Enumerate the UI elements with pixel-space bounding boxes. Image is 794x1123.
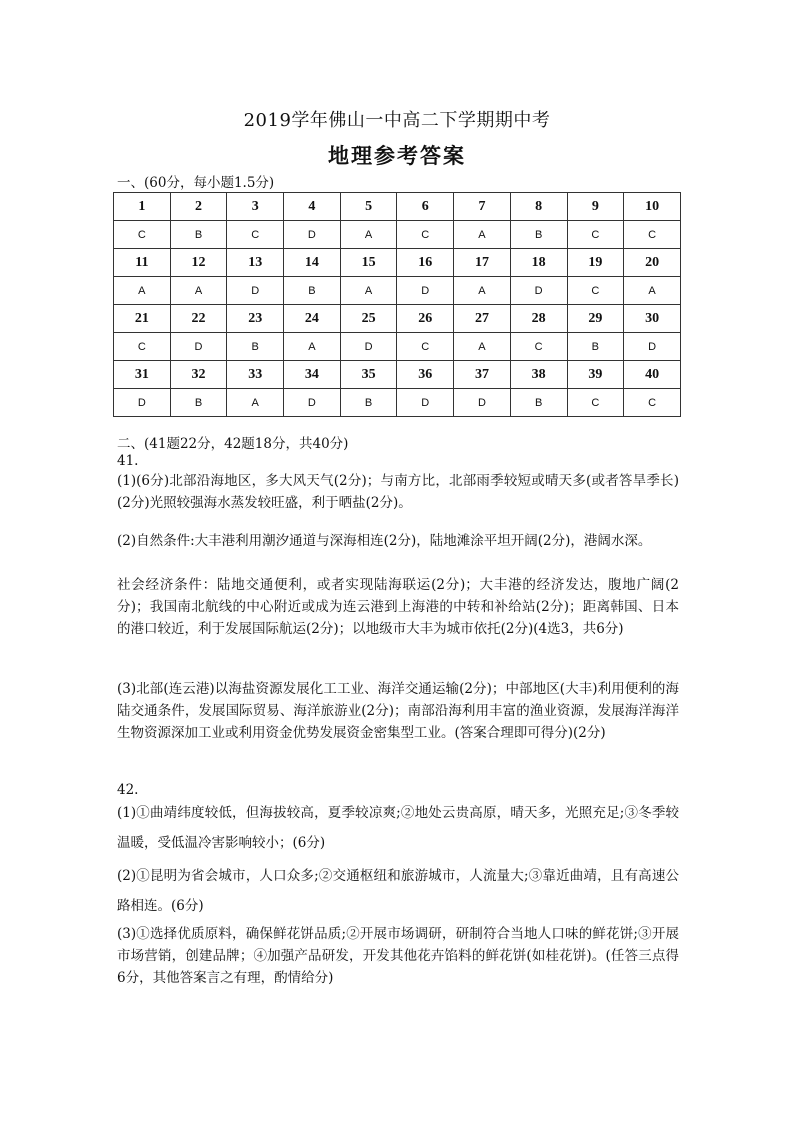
- answer-row: [114, 221, 681, 249]
- question-number-cell: 5: [340, 193, 397, 221]
- question-41-part-1: (1)(6分)北部沿海地区，多大风天气(2分)；与南方比，北部雨季较短或晴天多(或者答旱季长)(2分)光照较强海水蒸发较旺盛，利于晒盐(2分)。: [117, 473, 679, 511]
- answer-cell: B: [510, 221, 567, 249]
- question-number-cell: 25: [340, 305, 397, 333]
- question-number-cell: 32: [170, 361, 227, 389]
- section-1-heading: 一、(60分，每小题1.5分): [117, 175, 275, 191]
- question-number-cell: 38: [510, 361, 567, 389]
- question-number-cell: 18: [510, 249, 567, 277]
- answer-cell: C: [567, 277, 624, 305]
- answer-cell: D: [284, 389, 341, 417]
- question-41-part-2-social: 社会经济条件：陆地交通便利，或者实现陆海联运(2分)；大丰港的经济发达，腹地广阔(2分)；我国南北航线的中心附近或成为连云港到上海港的中转和补给站(2分)；距离韩国、日本的港口较近，利于发展国际航运(2分)；以地级市大丰为城市依托(2分)(4选3，共6分): [117, 577, 679, 637]
- question-number-cell: 20: [624, 249, 681, 277]
- question-42-part-1: (1)①曲靖纬度较低，但海拔较高，夏季较凉爽;②地处云贵高原，晴天多，光照充足;③冬季较温暖，受低温冷害影响较小；(6分): [117, 805, 679, 851]
- answer-row: [114, 333, 681, 361]
- answer-cell: D: [170, 333, 227, 361]
- question-number-cell: 34: [284, 361, 341, 389]
- question-number-cell: 2: [170, 193, 227, 221]
- question-number-cell: 12: [170, 249, 227, 277]
- question-number-cell: 9: [567, 193, 624, 221]
- question-number-cell: 1: [114, 193, 171, 221]
- answer-row: [114, 277, 681, 305]
- answer-cell: D: [340, 333, 397, 361]
- answer-cell: A: [170, 277, 227, 305]
- question-number-cell: 27: [454, 305, 511, 333]
- answer-cell: C: [227, 221, 284, 249]
- answer-cell: A: [454, 333, 511, 361]
- answer-table: [113, 192, 681, 417]
- question-number-cell: 3: [227, 193, 284, 221]
- answer-cell: A: [227, 389, 284, 417]
- question-number-row: [114, 361, 681, 389]
- page-subtitle: 地理参考答案: [328, 143, 466, 168]
- question-number-cell: 39: [567, 361, 624, 389]
- question-number-cell: 14: [284, 249, 341, 277]
- answer-cell: C: [624, 389, 681, 417]
- answer-cell: B: [227, 333, 284, 361]
- answer-cell: D: [284, 221, 341, 249]
- answer-cell: B: [170, 389, 227, 417]
- answer-cell: D: [397, 277, 454, 305]
- answer-cell: B: [284, 277, 341, 305]
- question-number-cell: 17: [454, 249, 511, 277]
- question-number-cell: 36: [397, 361, 454, 389]
- answer-cell: D: [227, 277, 284, 305]
- answer-cell: A: [624, 277, 681, 305]
- question-42-part-3: (3)①选择优质原料，确保鲜花饼品质;②开展市场调研，研制符合当地人口味的鲜花饼;③开展市场营销，创建品牌；④加强产品研发，开发其他花卉馅料的鲜花饼(如桂花饼)。(任答三点得6分，其他答案言之有理，酌情给分): [117, 926, 679, 986]
- question-number-cell: 31: [114, 361, 171, 389]
- answer-cell: A: [340, 221, 397, 249]
- answer-cell: C: [510, 333, 567, 361]
- question-number-row: [114, 193, 681, 221]
- question-number-cell: 16: [397, 249, 454, 277]
- question-number-cell: 33: [227, 361, 284, 389]
- question-41-part-3: (3)北部(连云港)以海盐资源发展化工工业、海洋交通运输(2分)；中部地区(大丰)利用便利的海陆交通条件，发展国际贸易、海洋旅游业(2分)；南部沿海利用丰富的渔业资源，发展海洋海洋生物资源深加工业或利用资金优势发展资金密集型工业。(答案合理即可得分)(2分): [117, 681, 679, 741]
- question-number-cell: 30: [624, 305, 681, 333]
- answer-cell: A: [284, 333, 341, 361]
- answer-cell: A: [454, 221, 511, 249]
- question-41-label: 41.: [117, 453, 139, 469]
- question-number-cell: 29: [567, 305, 624, 333]
- question-number-cell: 37: [454, 361, 511, 389]
- answer-cell: D: [397, 389, 454, 417]
- answer-cell: D: [114, 389, 171, 417]
- answer-cell: B: [510, 389, 567, 417]
- question-number-cell: 40: [624, 361, 681, 389]
- question-41-part-2-natural: (2)自然条件:大丰港利用潮汐通道与深海相连(2分)，陆地滩涂平坦开阔(2分)，港阔水深。: [117, 533, 652, 549]
- answer-cell: C: [567, 221, 624, 249]
- question-number-cell: 15: [340, 249, 397, 277]
- question-42-part-2: (2)①昆明为省会城市，人口众多;②交通枢纽和旅游城市，人流量大;③靠近曲靖，且有高速公路相连。(6分): [117, 868, 679, 914]
- question-number-row: [114, 305, 681, 333]
- answer-cell: C: [114, 333, 171, 361]
- answer-cell: B: [170, 221, 227, 249]
- question-number-cell: 28: [510, 305, 567, 333]
- question-number-cell: 10: [624, 193, 681, 221]
- answer-cell: C: [397, 221, 454, 249]
- page-title: 2019学年佛山一中高二下学期期中考: [243, 110, 551, 131]
- question-number-cell: 35: [340, 361, 397, 389]
- answer-cell: B: [340, 389, 397, 417]
- answer-cell: C: [567, 389, 624, 417]
- answer-cell: A: [340, 277, 397, 305]
- question-number-row: [114, 249, 681, 277]
- question-number-cell: 8: [510, 193, 567, 221]
- question-number-cell: 13: [227, 249, 284, 277]
- answer-cell: D: [510, 277, 567, 305]
- question-number-cell: 22: [170, 305, 227, 333]
- answer-cell: A: [114, 277, 171, 305]
- question-number-cell: 23: [227, 305, 284, 333]
- answer-cell: C: [624, 221, 681, 249]
- question-number-cell: 11: [114, 249, 171, 277]
- question-number-cell: 26: [397, 305, 454, 333]
- question-42-label: 42.: [117, 782, 139, 798]
- answer-cell: D: [624, 333, 681, 361]
- question-number-cell: 21: [114, 305, 171, 333]
- answer-row: [114, 389, 681, 417]
- answer-cell: B: [567, 333, 624, 361]
- question-number-cell: 7: [454, 193, 511, 221]
- question-number-cell: 24: [284, 305, 341, 333]
- answer-cell: A: [454, 277, 511, 305]
- question-number-cell: 6: [397, 193, 454, 221]
- answer-cell: D: [454, 389, 511, 417]
- answer-table-body: [114, 193, 681, 417]
- question-number-cell: 19: [567, 249, 624, 277]
- question-number-cell: 4: [284, 193, 341, 221]
- section-2-heading: 二、(41题22分，42题18分，共40分): [117, 436, 349, 452]
- answer-cell: C: [114, 221, 171, 249]
- answer-cell: C: [397, 333, 454, 361]
